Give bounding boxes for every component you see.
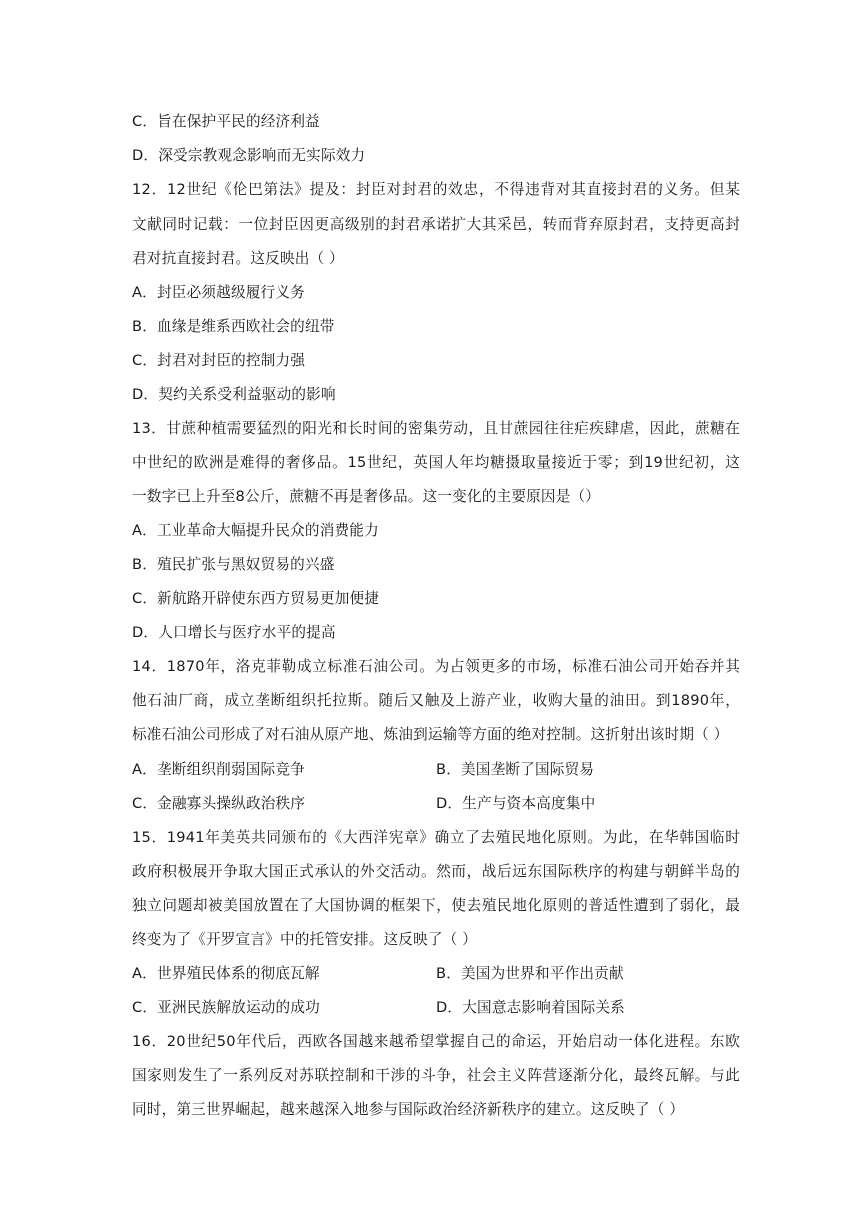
q14-stem-line-1: 14．1870年，洛克菲勒成立标准石油公司。为占领更多的市场，标准石油公司开始吞并其 [132, 658, 740, 675]
q14-option-b: B．美国垄断了国际贸易 [436, 761, 595, 778]
q16-stem-line-3: 同时，第三世界崛起，越来越深入地参与国际政治经济新秩序的建立。这反映了（ ） [132, 1101, 685, 1118]
q12-option-b: B．血缘是维系西欧社会的纽带 [132, 318, 335, 335]
q12-stem-line-1: 12．12世纪《伦巴第法》提及：封臣对封君的效忠，不得违背对其直接封君的义务。但某 [132, 181, 740, 198]
q12-option-a: A．封臣必须越级履行义务 [132, 284, 305, 301]
q13-stem-line-1: 13．甘蔗种植需要猛烈的阳光和长时间的密集劳动，且甘蔗园往往疟疾肆虐，因此，蔗糖在 [132, 420, 740, 437]
q15-stem-line-2: 政府积极展开争取大国正式承认的外交活动。然而，战后远东国际秩序的构建与朝鲜半岛的 [132, 863, 740, 880]
q14-option-c: C．金融寡头操纵政治秩序 [132, 795, 306, 812]
q13-option-d: D．人口增长与医疗水平的提高 [132, 624, 336, 641]
q11-option-c: C．旨在保护平民的经济利益 [132, 113, 320, 130]
q15-option-c: C．亚洲民族解放运动的成功 [132, 999, 320, 1016]
q15-stem-line-1: 15．1941年美英共同颁布的《大西洋宪章》确立了去殖民地化原则。为此，在华韩国临时 [132, 829, 740, 846]
q15-option-a: A．世界殖民体系的彻底瓦解 [132, 965, 320, 982]
q16-stem-line-1: 16．20世纪50年代后，西欧各国越来越希望掌握自己的命运，开始启动一体化进程。东欧 [132, 1033, 740, 1050]
q12-stem-line-3: 君对抗直接封君。这反映出（ ） [132, 250, 344, 267]
q15-option-b: B．美国为世界和平作出贡献 [436, 965, 624, 982]
q13-option-b: B．殖民扩张与黑奴贸易的兴盛 [132, 556, 335, 573]
q14-option-d: D．生产与资本高度集中 [436, 795, 596, 812]
q12-stem-line-2: 文献同时记载：一位封臣因更高级别的封君承诺扩大其采邑，转而背弃原封君，支持更高封 [132, 216, 740, 233]
q12-option-c: C．封君对封臣的控制力强 [132, 352, 306, 369]
q13-stem-line-2: 中世纪的欧洲是难得的奢侈品。15世纪，英国人年均糖摄取量接近于零；到19世纪初，这 [132, 454, 740, 471]
q15-option-d: D．大国意志影响着国际关系 [436, 999, 625, 1016]
q13-option-c: C．新航路开辟使东西方贸易更加便捷 [132, 590, 380, 607]
q15-stem-line-3: 独立问题却被美国放置在了大国协调的框架下，使去殖民地化原则的普适性遭到了弱化，最 [132, 897, 740, 914]
q16-stem-line-2: 国家则发生了一系列反对苏联控制和干涉的斗争，社会主义阵营逐渐分化，最终瓦解。与此 [132, 1067, 740, 1084]
q11-option-d: D．深受宗教观念影响而无实际效力 [132, 147, 366, 164]
q13-stem-line-3: 一数字已上升至8公斤，蔗糖不再是奢侈品。这一变化的主要原因是（） [132, 488, 601, 505]
q12-option-d: D．契约关系受利益驱动的影响 [132, 386, 336, 403]
q14-stem-line-3: 标准石油公司形成了对石油从原产地、炼油到运输等方面的绝对控制。这折射出该时期（ ） [132, 726, 729, 743]
q14-option-a: A．垄断组织削弱国际竞争 [132, 761, 305, 778]
q13-option-a: A．工业革命大幅提升民众的消费能力 [132, 522, 379, 539]
q15-stem-line-4: 终变为了《开罗宣言》中的托管安排。这反映了（ ） [132, 931, 478, 948]
q14-stem-line-2: 他石油厂商，成立垄断组织托拉斯。随后又触及上游产业，收购大量的油田。到1890年， [132, 692, 740, 709]
